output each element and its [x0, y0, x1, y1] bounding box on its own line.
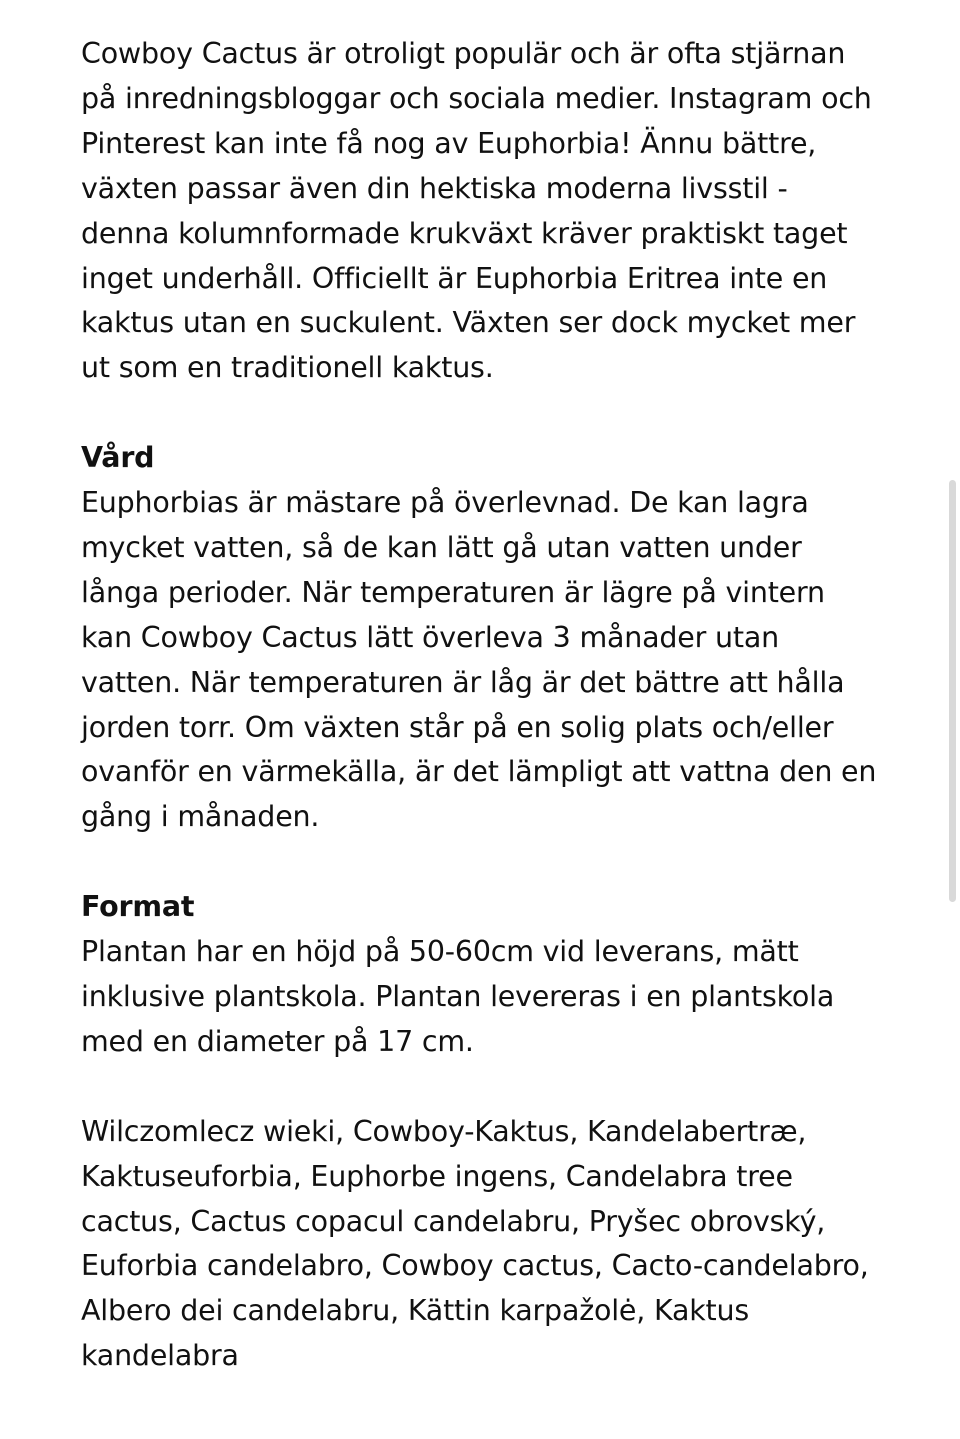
spacer [81, 840, 881, 885]
care-heading: Vård [81, 441, 155, 475]
intro-paragraph: Cowboy Cactus är otroligt populär och är ofta stjärnan på inredningsbloggar och sociala medier. Instagram och Pinterest kan inte få nog av Euphorbia! Ännu bättre, växten passar även din hektiska moderna livsstil - denna kolumnformade krukväxt kräver praktiskt taget inget underhåll. Officiellt är Euphorbia Eritrea inte en kaktus utan en suckulent. Växten ser dock mycket mer ut som en traditionell kaktus. [81, 37, 872, 385]
product-description [81, 32, 881, 1379]
format-heading: Format [81, 890, 195, 924]
spacer [81, 391, 881, 436]
care-paragraph: Euphorbias är mästare på överlevnad. De kan lagra mycket vatten, så de kan lätt gå utan vatten under långa perioder. När temperaturen är lägre på vintern kan Cowboy Cactus lätt överleva 3 månader utan vatten. När temperaturen är låg är det bättre att hålla jorden torr. Om växten står på en solig plats och/eller ovanför en värmekälla, är det lämpligt att vattna den en gång i månaden. [81, 486, 877, 834]
alternative-names-paragraph: Wilczomlecz wieki, Cowboy-Kaktus, Kandelabertræ, Kaktuseuforbia, Euphorbe ingens, Candelabra tree cactus, Cactus copacul candelabru, Pryšec obrovský, Euforbia candelabro, Cowboy cactus, Cacto-candelabro, Albero dei candelabru, Kättin karpažolė, Kaktus kandelabra [81, 1114, 869, 1373]
scrollbar-thumb[interactable] [949, 480, 956, 902]
format-paragraph: Plantan har en höjd på 50-60cm vid leverans, mätt inklusive plantskola. Plantan levereras i en plantskola med en diameter på 17 cm. [81, 935, 835, 1058]
spacer [81, 1065, 881, 1110]
scrollbar[interactable] [946, 0, 960, 1439]
